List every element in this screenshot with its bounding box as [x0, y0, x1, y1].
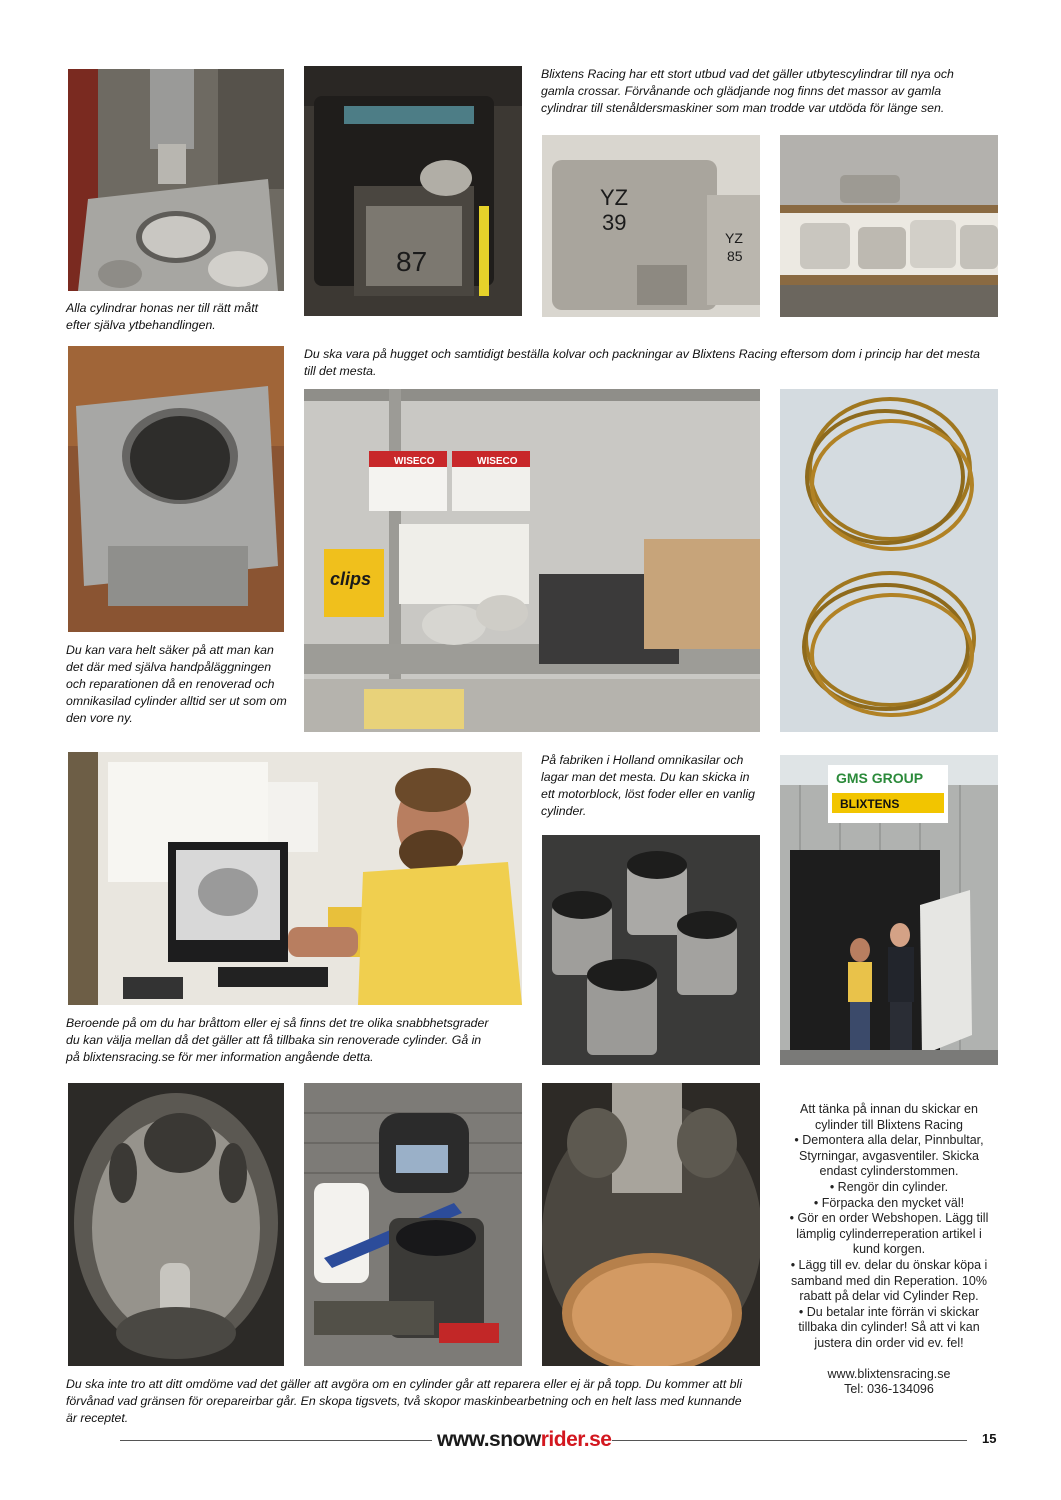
cylinder-marking-text: 87 — [396, 246, 428, 277]
info-intro: Att tänka på innan du skickar en cylinder till Blixtens Racing — [800, 1102, 978, 1132]
photo-renovated-cylinder — [68, 346, 284, 632]
yz-label-text: YZ — [600, 185, 629, 210]
info-item-pack: • Förpacka den mycket väl! — [813, 1195, 965, 1210]
yz2-label-text: YZ — [725, 230, 743, 246]
caption-selection: Blixtens Racing har ett stort utbud vad det gäller utbytescylindrar till nya och gamla crossar. Förvånande och glädjande nog finns det massor av gamla cylindrar till stenåldersmaskiner som man trodde var utdöda för länge sen. — [541, 67, 954, 115]
wiseco-text-2: WISECO — [477, 456, 518, 467]
caption-renovated: Du kan vara helt säker på att man kan det där med själva handpåläggningen och reparationen då en renoverad och omnikasilad cylinder alltid ser ut som om den vore ny. — [66, 643, 287, 725]
info-box — [782, 1102, 996, 1398]
logo-accent-text: rider — [540, 1428, 584, 1451]
photo-cylinder-shelf — [780, 135, 998, 317]
caption-order-parts: Du ska vara på hugget och samtidigt beställa kolvar och packningar av Blixtens Racing eftersom dom i princip har det mesta till det mesta. — [304, 347, 980, 378]
blixtens-sign-text: BLIXTENS — [840, 797, 900, 811]
caption-honing: Alla cylindrar honas ner till rätt mått efter själva ytbehandlingen. — [66, 301, 259, 332]
info-item-disassemble: • Demontera alla delar, Pinnbultar, Styrningar, avgasventiler. Skicka endast cylinderstommen. — [794, 1133, 984, 1179]
photo-man-at-computer — [68, 752, 522, 1005]
info-phone: Tel: 036-134096 — [844, 1382, 934, 1397]
footer-rule-right — [612, 1440, 967, 1441]
yz-number-text: 39 — [602, 210, 627, 235]
info-website: www.blixtensracing.se — [827, 1366, 951, 1381]
logo-main-text: www.snow — [437, 1428, 541, 1451]
photo-parts-shelf — [304, 389, 760, 732]
wiseco-text-1: WISECO — [394, 456, 435, 467]
gms-group-text: GMS GROUP — [836, 770, 924, 786]
photo-piston-rings — [780, 389, 998, 732]
page-number: 15 — [982, 1431, 997, 1446]
info-item-payment: • Du betalar inte förrän vi skickar tillbaka din cylinder! Så att vi kan justera din order vid ev. fel! — [798, 1304, 980, 1350]
footer-rule-left — [120, 1440, 432, 1441]
photo-damaged-bore — [68, 1083, 284, 1366]
caption-holland: På fabriken i Holland omnikasilar och lagar man det mesta. Du kan skicka in ett motorblock, löst foder eller en vanlig cylinder. — [541, 753, 755, 818]
logo-tld-text: .se — [583, 1428, 612, 1451]
info-item-clean: • Rengör din cylinder. — [829, 1179, 949, 1194]
photo-cylinder-liners — [542, 835, 760, 1065]
site-logo — [437, 1428, 611, 1452]
info-item-discount: • Lägg till ev. delar du önskar köpa i samband med din Reperation. 10% rabatt på delar vid Cylinder Rep. — [790, 1257, 988, 1304]
photo-gms-building — [780, 755, 998, 1065]
photo-old-cylinder — [304, 66, 522, 316]
photo-tig-welding — [304, 1083, 522, 1366]
yz2-number-text: 85 — [727, 248, 743, 264]
photo-honing-machine — [68, 69, 284, 291]
photo-yz-cylinder — [542, 135, 760, 317]
photo-welded-bore — [542, 1083, 760, 1366]
clips-text: clips — [330, 569, 372, 589]
info-item-order: • Gör en order Webshopen. Lägg till lämplig cylinderreperation artikel i kund korgen. — [789, 1211, 989, 1257]
caption-speed: Beroende på om du har bråttom eller ej så finns det tre olika snabbhetsgrader du kan välja mellan då det gäller att få tillbaka sin renoverade cylinder. Gå in på blixtensracing.se för mer information angående detta. — [66, 1016, 489, 1064]
caption-repair: Du ska inte tro att ditt omdöme vad det gäller att avgöra om en cylinder går att reparera eller ej är på topp. Du kommer att bli förvånad vad gränsen för orepareirbar går. En skopa tigsvets, två skopor maskinbearbetning och en helt lass med kunnande är receptet. — [66, 1377, 742, 1425]
